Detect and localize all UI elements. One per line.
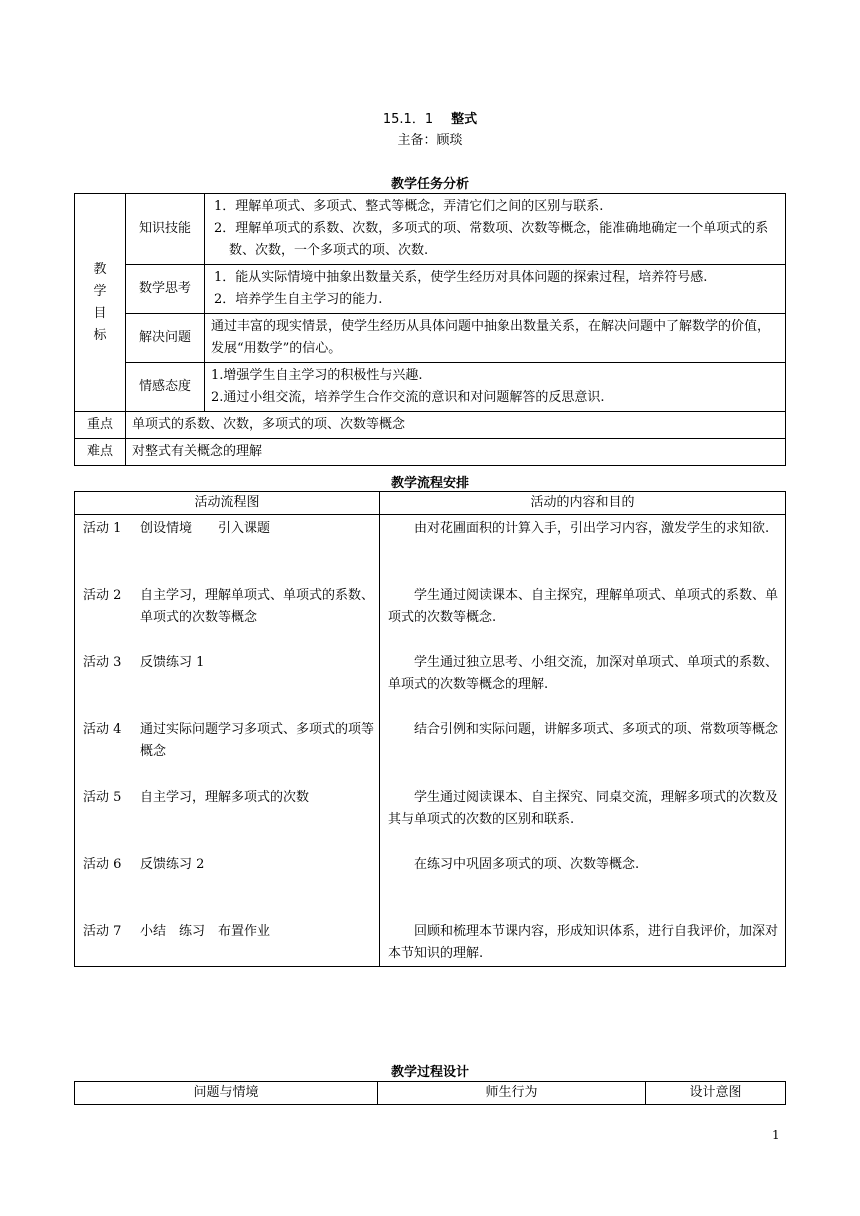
list-item: 2.通过小组交流，培养学生合作交流的意识和对问题解答的反思意识. xyxy=(211,390,605,405)
lesson-name: 整式 xyxy=(451,112,478,127)
activity-text: 反馈练习 2 xyxy=(140,857,205,872)
row-label: 知识技能 xyxy=(126,194,205,265)
activity-text: 小结 练习 布置作业 xyxy=(140,924,271,939)
table-row xyxy=(75,194,786,265)
objectives-char: 目 xyxy=(93,305,107,321)
activity-text: 自主学习，理解多项式的次数 xyxy=(140,790,310,805)
table-header-row xyxy=(75,492,786,515)
activity-item xyxy=(83,518,376,540)
column-header: 设计意图 xyxy=(646,1082,786,1105)
list-item: 1.增强学生自主学习的积极性与兴趣. xyxy=(211,368,423,383)
list-item: 1．能从实际情境中抽象出数量关系，使学生经历对具体问题的探索过程，培养符号感. xyxy=(214,270,708,285)
activity-text: 创设情境 引入课题 xyxy=(140,521,271,536)
activity-description: 回顾和梳理本节课内容，形成知识体系，进行自我评价，加深对本节知识的理解. xyxy=(388,924,779,961)
activity-number: 活动 3 xyxy=(83,655,122,670)
objectives-char: 标 xyxy=(93,327,107,343)
activity-description: 在练习中巩固多项式的项、次数等概念. xyxy=(414,857,640,872)
author-line: 主备：顾琰 xyxy=(397,133,463,148)
activity-description: 学生通过阅读课本、自主探究，理解单项式、单项式的系数、单项式的次数等概念. xyxy=(388,588,779,625)
column-header: 师生行为 xyxy=(378,1082,646,1105)
row-label: 解决问题 xyxy=(126,314,205,363)
activity-number: 活动 5 xyxy=(83,790,122,805)
table-row xyxy=(75,314,786,363)
flow-heading: 教学流程安排 xyxy=(390,476,469,491)
activity-number: 活动 6 xyxy=(83,857,122,872)
table-row xyxy=(75,412,786,439)
activity-flow-cell xyxy=(75,515,380,967)
list-item: 通过丰富的现实情景，使学生经历从具体问题中抽象出数量关系，在解决问题中了解数学的价值，发展“用数学”的信心。 xyxy=(211,319,771,356)
objectives-label xyxy=(75,194,126,412)
activity-description: 由对花圃面积的计算入手，引出学习内容，激发学生的求知欲. xyxy=(414,521,770,536)
activity-description: 学生通过独立思考、小组交流，加深对单项式、单项式的系数、单项式的次数等概念的理解. xyxy=(388,655,779,692)
activity-item xyxy=(83,921,376,943)
lesson-number: 15.1．1 xyxy=(382,112,434,127)
row-label: 情感态度 xyxy=(126,363,205,412)
difficulty-label: 难点 xyxy=(75,439,126,466)
row-content xyxy=(205,265,786,314)
activity-text: 通过实际问题学习多项式、多项式的项等概念 xyxy=(140,722,375,759)
row-label: 数学思考 xyxy=(126,265,205,314)
flow-table xyxy=(74,491,786,967)
objectives-char: 学 xyxy=(93,283,107,299)
row-content xyxy=(205,314,786,363)
page-number: 1 xyxy=(772,1128,780,1142)
list-item: 1．理解单项式、多项式、整式等概念，弄清它们之间的区别与联系. xyxy=(214,199,604,214)
column-header: 活动流程图 xyxy=(75,492,380,515)
activity-number: 活动 4 xyxy=(83,722,122,737)
row-content xyxy=(205,194,786,265)
activity-description: 学生通过阅读课本、自主探究、同桌交流，理解多项式的次数及其与单项式的次数的区别和联系. xyxy=(388,790,779,827)
activity-item xyxy=(83,787,376,809)
row-content xyxy=(205,363,786,412)
activity-text: 反馈练习 1 xyxy=(140,655,205,670)
activity-number: 活动 2 xyxy=(83,588,122,603)
table-row xyxy=(75,265,786,314)
activity-number: 活动 7 xyxy=(83,924,122,939)
table-row xyxy=(75,439,786,466)
design-heading: 教学过程设计 xyxy=(390,1065,469,1080)
objectives-char: 教 xyxy=(93,261,107,277)
column-header: 活动的内容和目的 xyxy=(380,492,786,515)
key-point: 单项式的系数、次数，多项式的项、次数等概念 xyxy=(126,412,786,439)
list-item: 2．培养学生自主学习的能力. xyxy=(214,292,383,307)
table-row xyxy=(75,515,786,967)
activity-description-cell xyxy=(380,515,786,967)
activity-item xyxy=(83,652,376,674)
table-row xyxy=(75,363,786,412)
activity-description: 结合引例和实际问题，讲解多项式、多项式的项、常数项等概念 xyxy=(414,722,779,737)
lesson-title xyxy=(0,108,860,127)
key-point-label: 重点 xyxy=(75,412,126,439)
activity-text: 自主学习，理解单项式、单项式的系数、单项式的次数等概念 xyxy=(140,588,375,625)
table-header-row xyxy=(75,1082,786,1105)
list-item: 2．理解单项式的系数、次数，多项式的项、常数项、次数等概念，能准确地确定一个单项式的系数、次数，一个多项式的项、次数. xyxy=(214,221,769,258)
activity-item xyxy=(83,585,376,629)
activity-number: 活动 1 xyxy=(83,521,122,536)
activity-item xyxy=(83,854,376,876)
task-analysis-table xyxy=(74,193,786,466)
design-table xyxy=(74,1081,786,1105)
task-analysis-heading: 教学任务分析 xyxy=(390,177,469,192)
activity-item xyxy=(83,719,376,763)
difficulty: 对整式有关概念的理解 xyxy=(126,439,786,466)
column-header: 问题与情境 xyxy=(75,1082,378,1105)
